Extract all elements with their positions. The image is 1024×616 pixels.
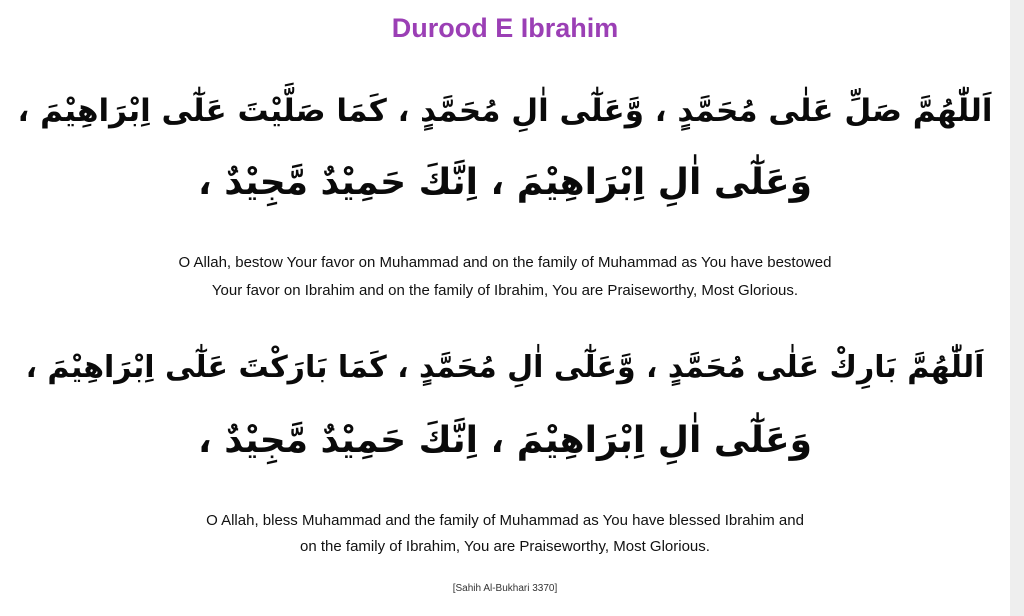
arabic-salawat-line-1: اَللّٰهُمَّ صَلِّ عَلٰى مُحَمَّدٍ ، وَّعَلٰٓى اٰلِ مُحَمَّدٍ ، كَمَا صَلَّيْتَ عَلٰٓى اِبْرَاهِيْمَ ، [17,93,993,129]
arabic-salawat-line-2: وَعَلٰٓى اٰلِ اِبْرَاهِيْمَ ، اِنَّكَ حَمِيْدٌ مَّجِيْدٌ ، [198,162,812,203]
arabic-barakah-line-1: اَللّٰهُمَّ بَارِكْ عَلٰى مُحَمَّدٍ ، وَّعَلٰٓى اٰلِ مُحَمَّدٍ ، كَمَا بَارَكْتَ عَلٰٓى اِبْرَاهِيْمَ ، [25,350,985,385]
page-title: Durood E Ibrahim [391,13,619,43]
hadith-source-citation: [Sahih Al-Bukhari 3370] [452,583,558,594]
translation-barakah-line-1: O Allah, bless Muhammad and the family of Muhammad as You have blessed Ibrahim and [206,512,804,529]
translation-barakah-line-2: on the family of Ibrahim, You are Praiseworthy, Most Glorious. [300,538,710,555]
translation-salawat-line-2: Your favor on Ibrahim and on the family of Ibrahim, You are Praiseworthy, Most Glorious. [211,282,799,299]
right-edge-strip [1010,0,1024,616]
arabic-barakah-line-2: وَعَلٰٓى اٰلِ اِبْرَاهِيْمَ ، اِنَّكَ حَمِيْدٌ مَّجِيْدٌ ، [198,420,812,461]
translation-salawat-line-1: O Allah, bestow Your favor on Muhammad and on the family of Muhammad as You have bestowed [178,254,832,271]
